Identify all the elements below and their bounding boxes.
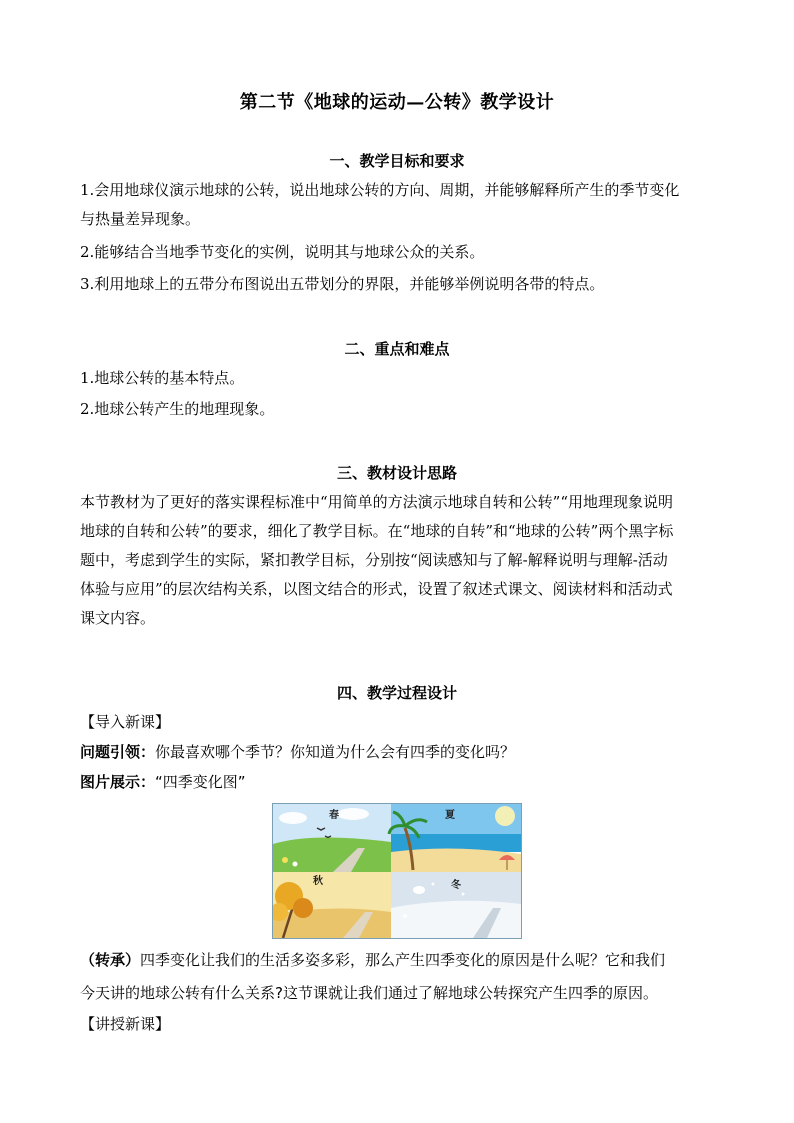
spring-panel: [273, 804, 391, 872]
section2-item: 1.地球公转的基本特点。: [80, 369, 245, 387]
question-line: [80, 738, 720, 767]
transition-text-1: 四季变化让我们的生活多姿多彩，那么产生四季变化的原因是什么呢？它和我们: [140, 951, 666, 969]
section1-item: 2.能够结合当地季节变化的实例，说明其与地球公众的关系。: [80, 243, 485, 261]
new-lesson-label: 【讲授新课】: [80, 1015, 171, 1033]
picture-line: [80, 768, 720, 797]
autumn-panel: [273, 872, 391, 938]
picture-label: 图片展示：: [80, 773, 156, 791]
document-title: 第二节《地球的运动—公转》教学设计: [239, 92, 555, 113]
intro-label: 【导入新课】: [80, 713, 171, 731]
section3-paragraph: [80, 488, 720, 633]
question-label: 问题引领：: [80, 743, 156, 761]
picture-text: “四季变化图”: [155, 773, 246, 791]
paragraph-line: 本节教材为了更好的落实课程标准中“用简单的方法演示地球自转和公转”“用地理现象说明: [80, 493, 674, 511]
question-text: 你最喜欢哪个季节？你知道为什么会有四季的变化吗？: [155, 743, 516, 761]
paragraph-line: 地球的自转和公转”的要求，细化了教学目标。在“地球的自转”和“地球的公转”两个黑字标: [80, 522, 674, 540]
transition-label: （转承）: [80, 951, 141, 969]
winter-panel: [391, 872, 521, 938]
section4-heading: 四、教学过程设计: [336, 684, 457, 702]
section1-heading: 一、教学目标和要求: [329, 152, 465, 170]
paragraph-line: 题中，考虑到学生的实际，紧扣教学目标，分别按“阅读感知与了解-解释说明与理解-活动: [80, 551, 668, 569]
transition-line-1: [80, 946, 720, 975]
section2-item: 2.地球公转产生的地理现象。: [80, 400, 275, 418]
transition-line-2: 今天讲的地球公转有什么关系?这节课就让我们通过了解地球公转探究产生四季的原因。: [80, 984, 658, 1002]
section3-heading: 三、教材设计思路: [336, 464, 457, 482]
summer-label: 夏: [445, 810, 455, 821]
section1-item: 3.利用地球上的五带分布图说出五带划分的界限，并能够举例说明各带的特点。: [80, 275, 605, 293]
section2-heading: 二、重点和难点: [344, 340, 450, 358]
spring-label: 春: [329, 810, 339, 821]
autumn-label: 秋: [313, 876, 323, 887]
paragraph-line: 体验与应用”的层次结构关系，以图文结合的形式，设置了叙述式课文、阅读材料和活动式: [80, 580, 673, 598]
summer-panel: [389, 804, 521, 872]
paragraph-line: 课文内容。: [80, 609, 156, 627]
section1-item: 1.会用地球仪演示地球的公转，说出地球公转的方向、周期，并能够解释所产生的季节变化: [80, 181, 680, 199]
winter-label: 冬: [451, 880, 461, 891]
section1-item: 与热量差异现象。: [80, 210, 201, 228]
four-seasons-image: [272, 803, 522, 939]
